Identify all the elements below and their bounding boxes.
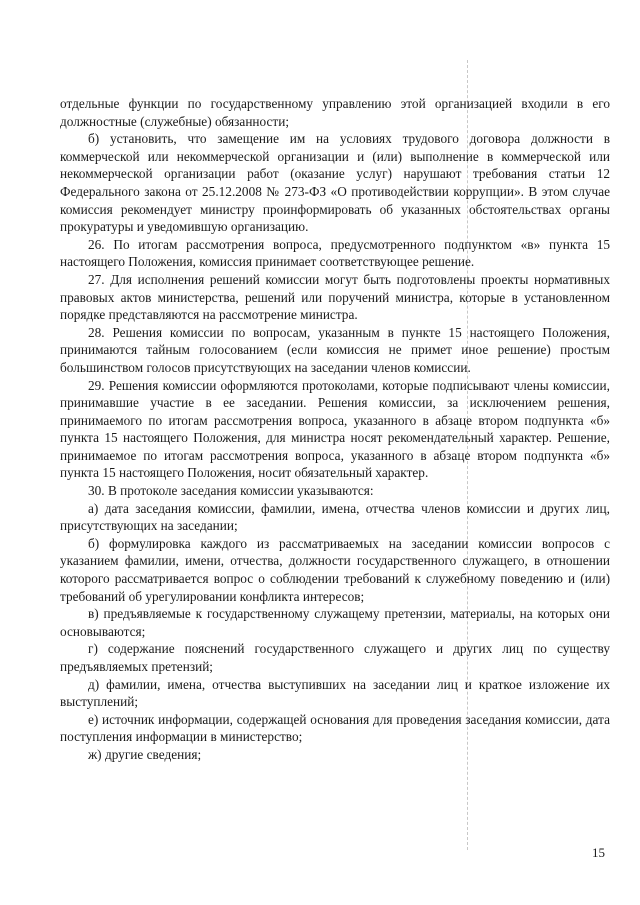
paragraph-25b: б) установить, что замещение им на условиях трудового договора должности в коммерческой или некоммерческой организации и (или) выполнение в коммерческой или некоммерческой организации работ (оказание услуг) нарушают требования статьи 12 Федерального закона от 25.12.2008 № 273-ФЗ «О противодействии коррупции». В этом случае комиссия рекомендует министру проинформировать об указанных обстоятельствах органы прокуратуры и уведомившую организацию.	[60, 131, 610, 235]
paragraph-29: 29. Решения комиссии оформляются протоколами, которые подписывают члены комиссии, принимавшие участие в ее заседании. Решения комиссии, за исключением решения, принимаемого по итогам рассмотрения вопроса, указанного в абзаце втором подпункта «б» пункта 15 настоящего Положения, для министра носят рекомендательный характер. Решение, принимаемое по итогам рассмотрения вопроса, указанного в абзаце втором подпункта «б» пункта 15 настоящего Положения, носит обязательный характер.	[60, 377, 610, 481]
paragraph-30zh: ж) другие сведения;	[88, 746, 202, 762]
paragraph-26: 26. По итогам рассмотрения вопроса, предусмотренного подпунктом «в» пункта 15 настоящего Положения, комиссия принимает соответствующее решение.	[60, 236, 610, 270]
paragraph-30g: г) содержание пояснений государственного служащего и других лиц по существу предъявляемых претензий;	[60, 641, 610, 674]
paragraph-28: 28. Решения комиссии по вопросам, указанным в пункте 15 настоящего Положения, принимаются тайным голосованием (если комиссия не примет иное решение) простым большинством голосов присутствующих на заседании членов комиссии.	[60, 324, 610, 375]
document-body	[60, 95, 610, 764]
paragraph-30d: д) фамилии, имена, отчества выступивших на заседании лиц и краткое изложение их выступлений;	[60, 676, 610, 710]
paragraph-30: 30. В протоколе заседания комиссии указываются:	[88, 483, 374, 499]
paragraph-27: 27. Для исполнения решений комиссии могут быть подготовлены проекты нормативных правовых актов министерства, решений или поручений министра, которые в установленном порядке представляются на рассмотрение министра.	[60, 271, 610, 323]
paragraph-continuation: отдельные функции по государственному управлению этой организацией входили в его должностные (служебные) обязанности;	[60, 96, 610, 129]
paragraph-30b: б) формулировка каждого из рассматриваемых на заседании комиссии вопросов с указанием фамилии, имени, отчества, должности государственного служащего, в отношении которого рассматривается вопрос о соблюдении требований к служебному поведению и (или) требований об урегулировании конфликта интересов;	[60, 535, 610, 604]
paragraph-30e: е) источник информации, содержащей основания для проведения заседания комиссии, дата поступления информации в министерство;	[60, 711, 610, 745]
paragraph-30a: а) дата заседания комиссии, фамилии, имена, отчества членов комиссии и других лиц, присутствующих на заседании;	[60, 500, 610, 534]
page-number: 15	[592, 845, 605, 860]
paragraph-30v: в) предъявляемые к государственному служащему претензии, материалы, на которых они основываются;	[60, 606, 610, 639]
